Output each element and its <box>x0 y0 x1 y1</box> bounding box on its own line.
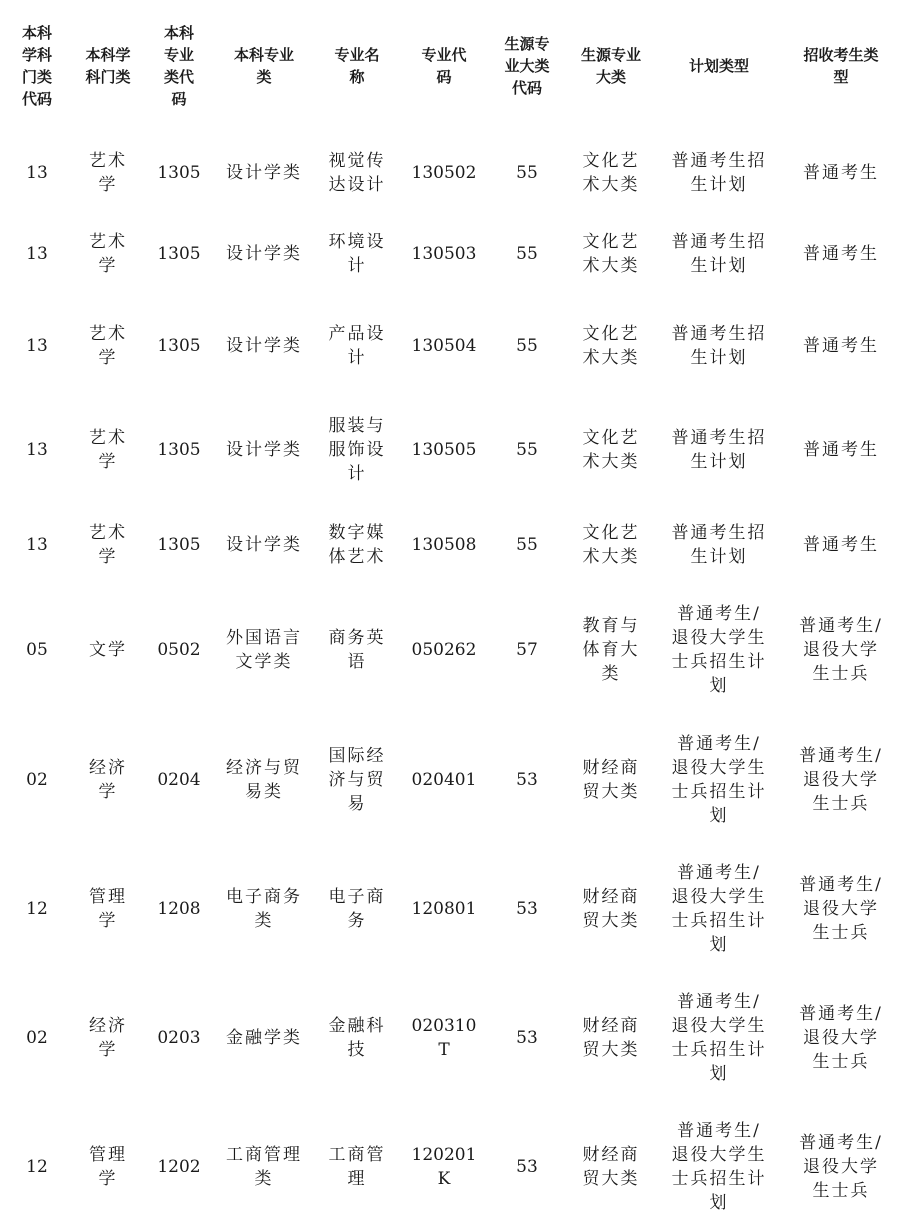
cell-text: 130505 <box>411 440 477 460</box>
cell-text: 金融科 技 <box>328 1016 386 1060</box>
cell-text: 1305 <box>157 336 201 356</box>
table-row <box>0 712 898 848</box>
cell-discipline-code <box>0 398 74 502</box>
cell-major-class <box>216 970 312 1106</box>
cell-major-class <box>216 502 312 588</box>
cell-text: 普通考生/ 退役大学生 士兵招生计 划 <box>671 992 767 1084</box>
cell-text: 05 <box>26 640 48 660</box>
cell-major-code <box>402 502 486 588</box>
cell-student-type <box>784 502 898 588</box>
cell-discipline <box>74 848 142 970</box>
cell-source-class-code <box>486 848 568 970</box>
cell-text: 普通考生/ 退役大学 生士兵 <box>799 875 883 943</box>
cell-text: 13 <box>26 163 48 183</box>
header-major-class: 本科专业 类 <box>233 46 294 86</box>
cell-text: 1208 <box>157 899 201 919</box>
cell-text: 130503 <box>411 244 477 264</box>
cell-text: 0502 <box>157 640 201 660</box>
cell-major-class <box>216 588 312 712</box>
cell-text: 57 <box>516 640 538 660</box>
cell-text: 财经商 贸大类 <box>582 1145 640 1189</box>
cell-major-name <box>312 970 402 1106</box>
cell-discipline-code <box>0 214 74 294</box>
cell-major-name <box>312 712 402 848</box>
cell-text: 普通考生/ 退役大学生 士兵招生计 划 <box>671 604 767 696</box>
cell-text: 53 <box>516 770 538 790</box>
cell-discipline <box>74 712 142 848</box>
cell-discipline-code <box>0 294 74 398</box>
cell-discipline-code <box>0 848 74 970</box>
cell-plan-type <box>654 294 784 398</box>
cell-source-class <box>568 588 654 712</box>
cell-major-code <box>402 132 486 214</box>
cell-source-class-code <box>486 132 568 214</box>
cell-discipline-code <box>0 502 74 588</box>
cell-text: 1305 <box>157 440 201 460</box>
cell-text: 财经商 贸大类 <box>582 758 640 802</box>
cell-text: 设计学类 <box>226 244 302 264</box>
cell-major-name <box>312 848 402 970</box>
cell-discipline <box>74 294 142 398</box>
cell-major-class-code <box>142 848 216 970</box>
cell-text: 020401 <box>411 770 477 790</box>
cell-major-code <box>402 970 486 1106</box>
cell-discipline-code <box>0 970 74 1106</box>
cell-text: 普通考生招 生计划 <box>671 232 767 276</box>
cell-text: 电子商务 类 <box>226 887 302 931</box>
cell-text: 产品设 计 <box>328 324 386 368</box>
cell-text: 普通考生 <box>803 244 879 264</box>
cell-text: 数字媒 体艺术 <box>328 523 386 567</box>
cell-text: 13 <box>26 440 48 460</box>
cell-source-class <box>568 132 654 214</box>
cell-source-class-code <box>486 712 568 848</box>
cell-source-class <box>568 502 654 588</box>
header-source-class-code: 生源专 业大类 代码 <box>504 35 550 97</box>
cell-major-name <box>312 502 402 588</box>
table-row <box>0 970 898 1106</box>
cell-text: 普通考生/ 退役大学生 士兵招生计 划 <box>671 863 767 955</box>
cell-text: 设计学类 <box>226 163 302 183</box>
cell-major-class <box>216 848 312 970</box>
header-source-class: 生源专业 大类 <box>580 46 641 86</box>
cell-text: 普通考生招 生计划 <box>671 428 767 472</box>
cell-text: 55 <box>516 535 538 555</box>
cell-text: 文化艺 术大类 <box>582 232 640 276</box>
table-row <box>0 848 898 970</box>
cell-text: 普通考生/ 退役大学 生士兵 <box>799 1133 883 1201</box>
cell-text: 120801 <box>411 899 477 919</box>
cell-major-code <box>402 214 486 294</box>
cell-text: 工商管 理 <box>328 1145 386 1189</box>
cell-text: 艺术 学 <box>89 324 127 368</box>
cell-text: 55 <box>516 336 538 356</box>
cell-discipline <box>74 970 142 1106</box>
cell-student-type <box>784 1106 898 1228</box>
cell-text: 1202 <box>157 1157 201 1177</box>
cell-major-class <box>216 294 312 398</box>
cell-text: 050262 <box>411 640 477 660</box>
cell-student-type <box>784 712 898 848</box>
header-major-code: 专业代 码 <box>421 46 467 86</box>
cell-text: 130502 <box>411 163 477 183</box>
cell-text: 视觉传 达设计 <box>328 151 386 195</box>
cell-text: 文化艺 术大类 <box>582 523 640 567</box>
cell-major-class-code <box>142 398 216 502</box>
cell-major-class <box>216 1106 312 1228</box>
table-row <box>0 588 898 712</box>
cell-source-class-code <box>486 970 568 1106</box>
cell-text: 财经商 贸大类 <box>582 1016 640 1060</box>
cell-text: 55 <box>516 440 538 460</box>
cell-text: 文化艺 术大类 <box>582 324 640 368</box>
header-discipline: 本科学 科门类 <box>85 46 131 86</box>
cell-text: 020310 T <box>411 1016 477 1060</box>
cell-major-code <box>402 588 486 712</box>
cell-text: 普通考生/ 退役大学 生士兵 <box>799 616 883 684</box>
cell-source-class <box>568 214 654 294</box>
cell-student-type <box>784 294 898 398</box>
cell-major-name <box>312 588 402 712</box>
cell-text: 0204 <box>157 770 201 790</box>
cell-major-name <box>312 1106 402 1228</box>
cell-source-class-code <box>486 588 568 712</box>
cell-text: 普通考生/ 退役大学生 士兵招生计 划 <box>671 1121 767 1213</box>
header-major-class-code: 本科 专业 类代 码 <box>163 24 194 108</box>
cell-discipline-code <box>0 712 74 848</box>
cell-student-type <box>784 214 898 294</box>
cell-text: 02 <box>26 770 48 790</box>
cell-text: 文学 <box>89 640 127 660</box>
cell-text: 13 <box>26 336 48 356</box>
cell-discipline-code <box>0 132 74 214</box>
cell-plan-type <box>654 588 784 712</box>
cell-plan-type <box>654 502 784 588</box>
cell-student-type <box>784 970 898 1106</box>
cell-text: 商务英 语 <box>328 628 386 672</box>
cell-major-class <box>216 712 312 848</box>
cell-major-code <box>402 712 486 848</box>
cell-text: 普通考生 <box>803 440 879 460</box>
cell-major-code <box>402 848 486 970</box>
cell-major-class-code <box>142 132 216 214</box>
cell-text: 130504 <box>411 336 477 356</box>
table-row <box>0 294 898 398</box>
cell-student-type <box>784 848 898 970</box>
cell-discipline <box>74 502 142 588</box>
cell-plan-type <box>654 214 784 294</box>
cell-text: 02 <box>26 1028 48 1048</box>
cell-source-class-code <box>486 502 568 588</box>
table-row <box>0 132 898 214</box>
table-header-row <box>0 0 898 132</box>
cell-text: 13 <box>26 535 48 555</box>
cell-text: 1305 <box>157 244 201 264</box>
cell-plan-type <box>654 848 784 970</box>
cell-text: 55 <box>516 163 538 183</box>
cell-source-class-code <box>486 214 568 294</box>
cell-major-class-code <box>142 588 216 712</box>
cell-major-name <box>312 214 402 294</box>
cell-text: 艺术 学 <box>89 232 127 276</box>
cell-discipline <box>74 214 142 294</box>
cell-text: 普通考生/ 退役大学 生士兵 <box>799 746 883 814</box>
cell-student-type <box>784 588 898 712</box>
cell-major-class-code <box>142 294 216 398</box>
cell-text: 工商管理 类 <box>226 1145 302 1189</box>
cell-source-class <box>568 398 654 502</box>
cell-plan-type <box>654 970 784 1106</box>
cell-text: 教育与 体育大 类 <box>582 616 640 684</box>
cell-major-name <box>312 294 402 398</box>
cell-text: 管理 学 <box>89 1145 127 1189</box>
cell-major-class-code <box>142 970 216 1106</box>
cell-major-class <box>216 132 312 214</box>
cell-discipline <box>74 1106 142 1228</box>
cell-major-class-code <box>142 1106 216 1228</box>
table-row <box>0 214 898 294</box>
cell-source-class <box>568 848 654 970</box>
header-student-type: 招收考生类 型 <box>803 46 879 86</box>
cell-text: 设计学类 <box>226 535 302 555</box>
cell-text: 财经商 贸大类 <box>582 887 640 931</box>
cell-text: 设计学类 <box>226 440 302 460</box>
header-plan-type: 计划类型 <box>688 57 749 75</box>
cell-discipline <box>74 588 142 712</box>
cell-text: 普通考生招 生计划 <box>671 523 767 567</box>
cell-text: 13 <box>26 244 48 264</box>
cell-major-code <box>402 294 486 398</box>
cell-source-class <box>568 1106 654 1228</box>
cell-text: 艺术 学 <box>89 428 127 472</box>
cell-text: 设计学类 <box>226 336 302 356</box>
cell-major-class-code <box>142 502 216 588</box>
cell-source-class-code <box>486 398 568 502</box>
cell-text: 130508 <box>411 535 477 555</box>
table-row <box>0 1106 898 1228</box>
cell-source-class <box>568 712 654 848</box>
cell-text: 普通考生 <box>803 163 879 183</box>
cell-discipline-code <box>0 588 74 712</box>
header-discipline-code: 本科 学科 门类 代码 <box>21 24 52 108</box>
cell-text: 环境设 计 <box>328 232 386 276</box>
cell-text: 普通考生 <box>803 535 879 555</box>
cell-text: 外国语言 文学类 <box>226 628 302 672</box>
table-body <box>0 132 898 1228</box>
cell-text: 1305 <box>157 163 201 183</box>
cell-text: 普通考生 <box>803 336 879 356</box>
cell-text: 1305 <box>157 535 201 555</box>
cell-plan-type <box>654 398 784 502</box>
cell-text: 普通考生/ 退役大学 生士兵 <box>799 1004 883 1072</box>
cell-source-class <box>568 970 654 1106</box>
cell-plan-type <box>654 1106 784 1228</box>
cell-text: 12 <box>26 899 48 919</box>
cell-major-class <box>216 398 312 502</box>
table-row <box>0 502 898 588</box>
cell-major-code <box>402 1106 486 1228</box>
cell-plan-type <box>654 132 784 214</box>
cell-major-class-code <box>142 214 216 294</box>
cell-text: 经济 学 <box>89 758 127 802</box>
cell-major-code <box>402 398 486 502</box>
cell-text: 12 <box>26 1157 48 1177</box>
cell-major-class-code <box>142 712 216 848</box>
cell-text: 艺术 学 <box>89 151 127 195</box>
cell-text: 经济与贸 易类 <box>226 758 302 802</box>
cell-text: 53 <box>516 1157 538 1177</box>
cell-text: 国际经 济与贸 易 <box>328 746 386 814</box>
cell-text: 普通考生招 生计划 <box>671 324 767 368</box>
cell-text: 普通考生/ 退役大学生 士兵招生计 划 <box>671 734 767 826</box>
cell-discipline <box>74 398 142 502</box>
header-major-name: 专业名 称 <box>334 46 380 86</box>
cell-text: 53 <box>516 1028 538 1048</box>
cell-student-type <box>784 398 898 502</box>
cell-text: 普通考生招 生计划 <box>671 151 767 195</box>
cell-text: 120201 K <box>411 1145 477 1189</box>
cell-text: 管理 学 <box>89 887 127 931</box>
cell-major-name <box>312 398 402 502</box>
cell-text: 53 <box>516 899 538 919</box>
cell-text: 电子商 务 <box>328 887 386 931</box>
cell-source-class-code <box>486 1106 568 1228</box>
cell-text: 经济 学 <box>89 1016 127 1060</box>
cell-discipline-code <box>0 1106 74 1228</box>
cell-major-class <box>216 214 312 294</box>
cell-major-name <box>312 132 402 214</box>
table-row <box>0 398 898 502</box>
cell-text: 文化艺 术大类 <box>582 428 640 472</box>
cell-text: 服装与 服饰设 计 <box>328 416 386 484</box>
cell-text: 0203 <box>157 1028 201 1048</box>
cell-source-class <box>568 294 654 398</box>
cell-source-class-code <box>486 294 568 398</box>
cell-student-type <box>784 132 898 214</box>
cell-discipline <box>74 132 142 214</box>
cell-text: 艺术 学 <box>89 523 127 567</box>
cell-text: 55 <box>516 244 538 264</box>
cell-plan-type <box>654 712 784 848</box>
cell-text: 金融学类 <box>226 1028 302 1048</box>
cell-text: 文化艺 术大类 <box>582 151 640 195</box>
